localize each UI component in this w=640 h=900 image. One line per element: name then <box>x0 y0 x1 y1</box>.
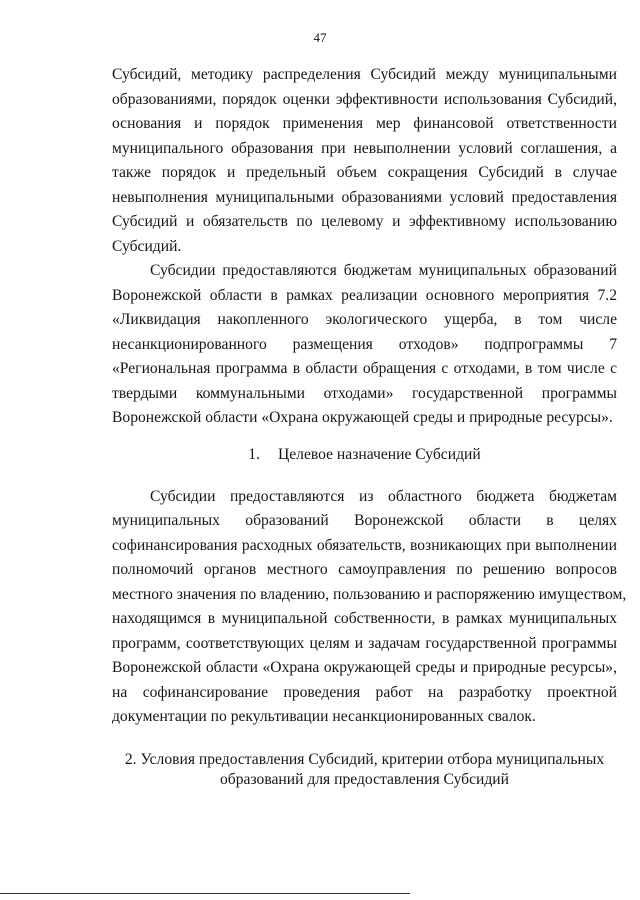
text-line: «Региональная программа в области обращения с отходами, в том числе с <box>112 360 617 377</box>
section-title: Целевое назначение Субсидий <box>277 445 481 463</box>
document-body <box>112 63 627 790</box>
bottom-divider <box>0 893 410 894</box>
text-line: Субсидии предоставляются бюджетам муниципальных образований <box>150 262 617 279</box>
text-line: Субсидий. <box>112 237 182 255</box>
section-1-heading <box>112 445 617 465</box>
text-line: Воронежской области «Охрана окружающей среды и природные ресурсы», <box>112 659 617 676</box>
text-line: муниципального образования при невыполнении условий соглашения, а <box>112 139 617 157</box>
text-line: невыполнения муниципальными образованиями условий предоставления <box>112 188 617 206</box>
page-number: 47 <box>313 30 327 45</box>
paragraph-3 <box>112 485 627 730</box>
text-line: также порядок и предельный объем сокращения Субсидий в случае <box>112 164 617 181</box>
text-line: Субсидии предоставляются из областного бюджета бюджетам <box>150 487 617 505</box>
text-line: несанкционированного размещения отходов» подпрограммы 7 <box>112 335 617 353</box>
text-line: документации по рекультивации несанкционированных свалок. <box>112 708 536 725</box>
section-heading-line: 2. Условия предоставления Субсидий, критерии отбора муниципальных <box>124 750 605 768</box>
text-line: муниципальных образований Воронежской области в целях <box>112 512 617 529</box>
text-line: Субсидий, методику распределения Субсидий между муниципальными <box>112 66 617 83</box>
text-line: твердыми коммунальными отходами» государственной программы <box>112 384 617 402</box>
text-line: местного значения по владению, пользованию и распоряжению имуществом, <box>112 585 627 603</box>
text-line: софинансирования расходных обязательств, возникающих при выполнении <box>112 536 617 554</box>
section-number: 1. <box>248 445 260 463</box>
text-line: полномочий органов местного самоуправления по решению вопросов <box>112 561 617 578</box>
text-line: Воронежской области в рамках реализации основного мероприятия 7.2 <box>112 286 617 304</box>
paragraph-1 <box>112 63 617 259</box>
text-line: программ, соответствующих целям и задачам государственной программы <box>112 634 617 652</box>
text-line: образованиями, порядок оценки эффективности использования Субсидий, <box>112 90 617 108</box>
text-line: Воронежской области «Охрана окружающей среды и природные ресурсы». <box>112 409 613 426</box>
text-line: находящимся в муниципальной собственности, в рамках муниципальных <box>112 610 617 627</box>
paragraph-2 <box>112 259 617 431</box>
section-2-heading <box>112 750 617 790</box>
text-line: основания и порядок применения мер финансовой ответственности <box>112 115 617 132</box>
section-heading-line: образований для предоставления Субсидий <box>220 770 509 788</box>
text-line: на софинансирование проведения работ на разработку проектной <box>112 683 617 701</box>
text-line: Субсидий и обязательств по целевому и эффективному использованию <box>112 213 617 230</box>
text-line: «Ликвидация накопленного экологического ущерба, в том числе <box>112 311 617 328</box>
